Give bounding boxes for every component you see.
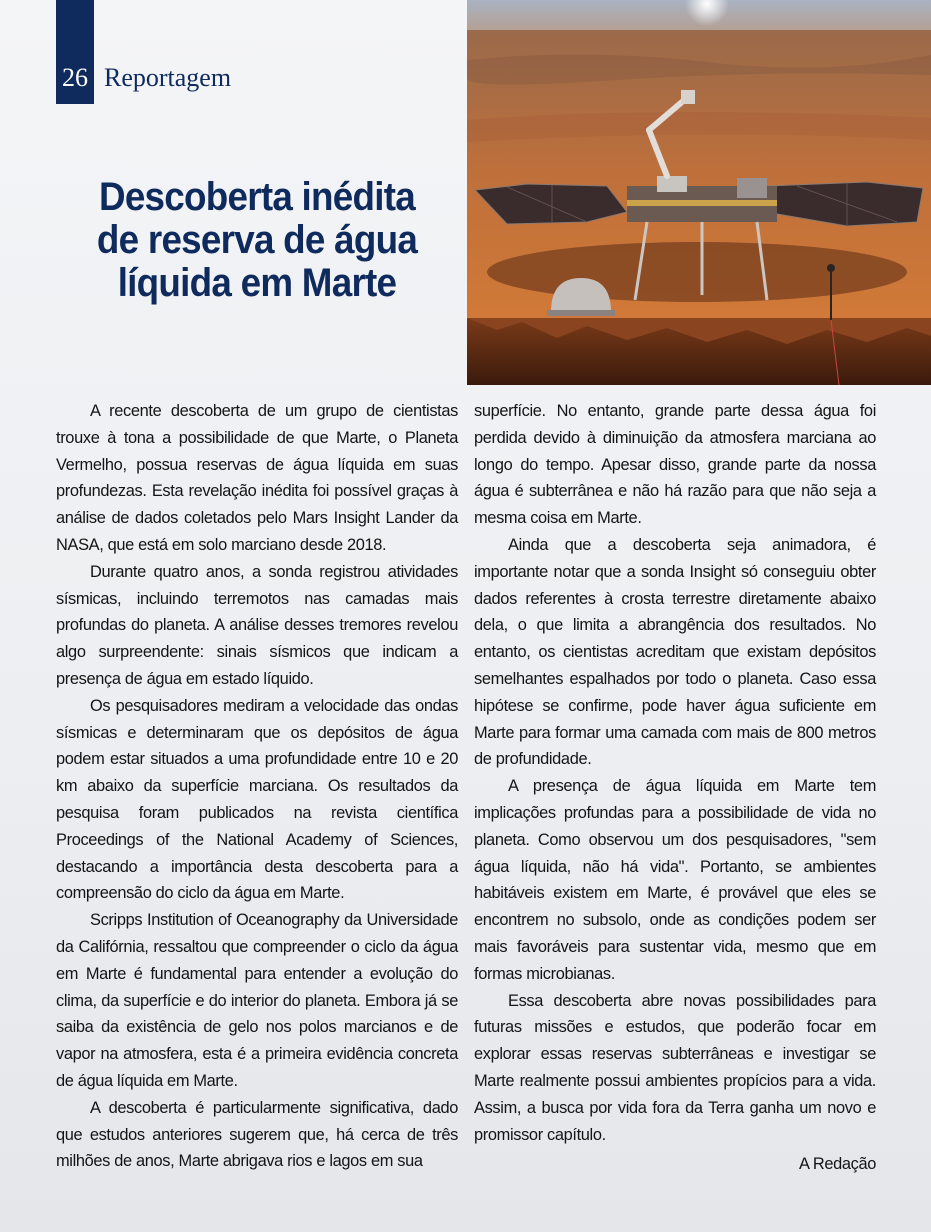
section-label: Reportagem (104, 63, 232, 92)
paragraph: Essa descoberta abre novas possibilidades para futuras missões e estudos, que poderão focar em explorar essas reservas subterrâneas e investigar se Marte realmente possui ambientes propícios para a vida. Assim, a busca por vida fora da Terra ganha um novo e promissor capítulo. (474, 991, 876, 1144)
headline-line-1: Descoberta inédita (98, 175, 416, 219)
paragraph: Os pesquisadores mediram a velocidade das ondas sísmicas e determinaram que os depósitos de água podem estar situados a uma profundidade entre 10 e 20 km abaixo da superfície marciana. Os resultados da pesquisa foram publicados na revista científica Proceedings of the National Academy of Sciences, destacando a importância desta descoberta para a compreensão do ciclo da água em Marte. (56, 696, 458, 903)
paragraph: A presença de água líquida em Marte tem implicações profundas para a possibilidade de vida no planeta. Como observou um dos pesquisadores, "sem água líquida, não há vida". Portanto, se ambientes habitáveis existem em Marte, é provável que eles se encontrem no subsolo, onde as condições podem ser mais favoráveis para sustentar vida, mesmo que em formas microbianas. (474, 777, 876, 983)
mars-lander-image (467, 0, 931, 385)
article-column-left (56, 398, 458, 1175)
headline-line-2: de reserva de água (96, 218, 418, 262)
article-column-right (474, 398, 876, 1148)
article-signature: A Redação (798, 1155, 876, 1173)
page-number: 26 (62, 63, 88, 92)
paragraph: Durante quatro anos, a sonda registrou atividades sísmicas, incluindo terremotos nas camadas mais profundas do planeta. A análise desses tremores revelou algo surpreendente: sinais sísmicos que indicam a presença de água em estado líquido. (56, 562, 458, 688)
paragraph-continuation: superfície. No entanto, grande parte dessa água foi perdida devido à diminuição da atmosfera marciana ao longo do tempo. Apesar disso, grande parte da nossa água é subterrânea e não há razão para que não seja a mesma coisa em Marte. (474, 402, 876, 528)
paragraph: A descoberta é particularmente significativa, dado que estudos anteriores sugerem que, há cerca de três milhões de anos, Marte abrigava rios e lagos em sua (56, 1098, 458, 1171)
paragraph: Scripps Institution of Oceanography da Universidade da Califórnia, ressaltou que compreender o ciclo da água em Marte é fundamental para entender a evolução do clima, da superfície e do interior do planeta. Embora já se saiba da existência de gelo nos polos marcianos e de vapor na atmosfera, esta é a primeira evidência concreta de água líquida em Marte. (56, 911, 458, 1090)
paragraph: A recente descoberta de um grupo de cientistas trouxe à tona a possibilidade de que Marte, o Planeta Vermelho, possua reservas de água líquida em suas profundezas. Esta revelação inédita foi possível graças à análise de dados coletados pelo Mars Insight Lander da NASA, que está em solo marciano desde 2018. (56, 402, 458, 554)
article-headline (72, 176, 442, 305)
headline-line-3: líquida em Marte (117, 261, 397, 305)
paragraph: Ainda que a descoberta seja animadora, é importante notar que a sonda Insight só conseguiu obter dados referentes à crosta terrestre diretamente abaixo dela, o que limita a abrangência dos resultados. No entanto, os cientistas acreditam que existam depósitos semelhantes espalhados por todo o planeta. Caso essa hipótese se confirme, pode haver água suficiente em Marte para formar uma camada com mais de 800 metros de profundidade. (474, 535, 876, 769)
